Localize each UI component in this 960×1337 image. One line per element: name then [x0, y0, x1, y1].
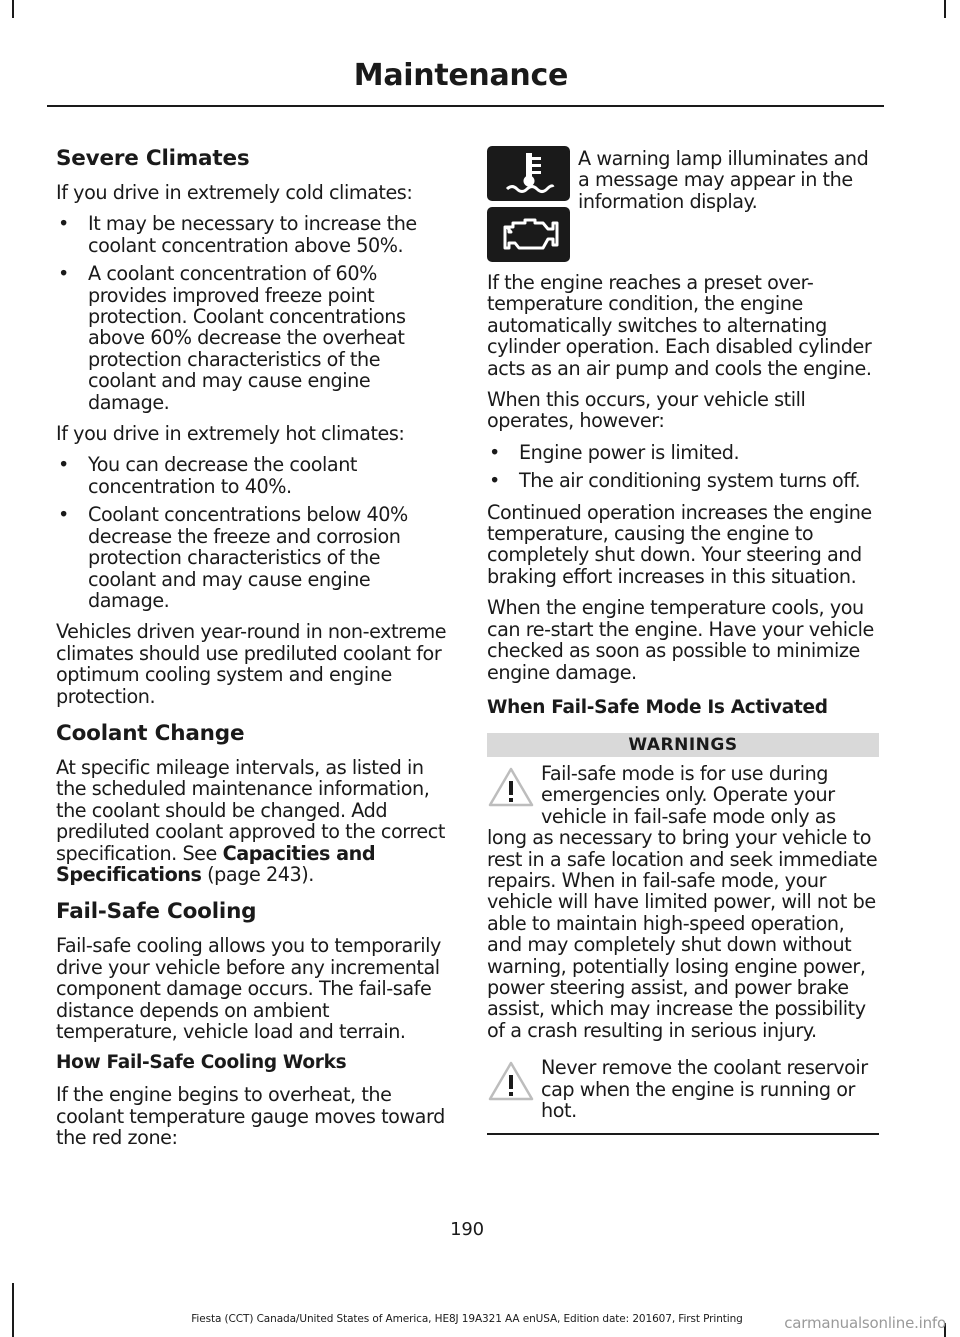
how-fail-safe-text: If the engine begins to overheat, the coolant temperature gauge moves toward the red zone: — [56, 1083, 445, 1150]
coolant-temperature-lamp-icon — [487, 146, 570, 201]
list-item: • It may be necessary to increase the coolant concentration above 50%. — [56, 213, 448, 256]
warnings-end-rule — [487, 1133, 879, 1135]
lamp-description: A warning lamp illuminates and a message may appear in the information display. — [578, 147, 869, 213]
how-fail-safe-heading: How Fail-Safe Cooling Works — [56, 1052, 347, 1074]
fail-safe-text: Fail-safe cooling allows you to temporarily drive your vehicle before any incremental component damage occurs. The fail-safe distance depends on ambient temperature, vehicle load and terrain. — [56, 934, 441, 1043]
warning-triangle-icon — [487, 766, 535, 808]
warning-fail-safe — [487, 763, 879, 1041]
warning-text: Never remove the coolant reservoir cap when the engine is running or hot. — [541, 1056, 868, 1122]
coolant-change-text — [56, 757, 448, 885]
warning-lamps-row — [487, 146, 879, 262]
severe-closing: Vehicles driven year-round in non-extreme climates should use prediluted coolant for optimum cooling system and engine protection. — [56, 620, 447, 708]
warning-triangle-icon — [487, 1060, 535, 1102]
hot-intro: If you drive in extremely hot climates: — [56, 422, 405, 446]
page-number: 190 — [450, 1219, 484, 1240]
list-item: • You can decrease the coolant concentration to 40%. — [56, 454, 448, 497]
list-item: • Engine power is limited. — [487, 442, 879, 463]
watermark: carmanualsonline.info — [784, 1314, 946, 1332]
crop-mark-bottom-left-v — [12, 1283, 14, 1337]
cold-list — [56, 213, 448, 413]
check-engine-lamp-icon — [487, 207, 570, 262]
coolant-change-heading: Coolant Change — [56, 720, 245, 746]
capacities-link[interactable]: Capacities and Specifications — [56, 841, 376, 886]
warning-reservoir-cap — [487, 1057, 879, 1121]
left-column — [56, 146, 448, 1159]
list-item: • The air conditioning system turns off. — [487, 470, 879, 491]
operation-list — [487, 442, 879, 492]
activated-heading: When Fail-Safe Mode Is Activated — [487, 696, 828, 718]
right-column — [487, 146, 879, 1135]
crop-mark-top-right-v — [944, 0, 946, 18]
restart-text: When the engine temperature cools, you can re-start the engine. Have your vehicle checked as soon as possible to minimize engine damage. — [487, 596, 874, 684]
hot-list — [56, 454, 448, 611]
fail-safe-cooling-heading: Fail-Safe Cooling — [56, 899, 257, 925]
coolant-change-body: At specific mileage intervals, as listed in the scheduled maintenance information, the coolant should be changed. Add prediluted coolant approved to the correct specification. See — [56, 755, 445, 865]
operation-intro: When this occurs, your vehicle still operates, however: — [487, 388, 806, 433]
page-title: Maintenance — [353, 58, 568, 93]
severe-climates-heading: Severe Climates — [56, 146, 250, 171]
over-temperature-text: If the engine reaches a preset over-temperature condition, the engine automatically switches to alternating cylinder operation. Each disabled cylinder acts as an air pump and cools the engine. — [487, 271, 872, 380]
lamp-icons — [487, 146, 570, 262]
header-divider — [47, 105, 884, 107]
page-reference: (page 243). — [207, 862, 314, 886]
continued-operation-text: Continued operation increases the engine temperature, causing the engine to completely shut down. Your steering and braking effort increases in this situation. — [487, 500, 872, 588]
list-item: • Coolant concentrations below 40% decrease the freeze and corrosion protection characteristics of the coolant and may cause engine damage. — [56, 504, 448, 611]
crop-mark-top-left-v — [12, 0, 14, 18]
warning-text: Fail-safe mode is for use during emergencies only. Operate your vehicle in fail-safe mode only as long as necessary to bring your vehicle to rest in a safe location and seek immediate repairs. When in fail-safe mode, your vehicle will have limited power, will not be able to maintain high-speed operation, and may completely shut down without warning, potentially losing engine power, power steering assist, and power brake assist, which may increase the possibility of a crash resulting in serious injury. — [487, 761, 878, 1042]
list-item: • A coolant concentration of 60% provides improved freeze point protection. Coolant concentrations above 60% decrease the overheat protection characteristics of the coolant and may cause engine damage. — [56, 263, 448, 413]
warnings-banner: WARNINGS — [487, 733, 879, 757]
footer-edition: Fiesta (CCT) Canada/United States of America, HE8J 19A321 AA enUSA, Edition date: 201607, First Printing — [191, 1313, 743, 1325]
cold-intro: If you drive in extremely cold climates: — [56, 181, 413, 204]
